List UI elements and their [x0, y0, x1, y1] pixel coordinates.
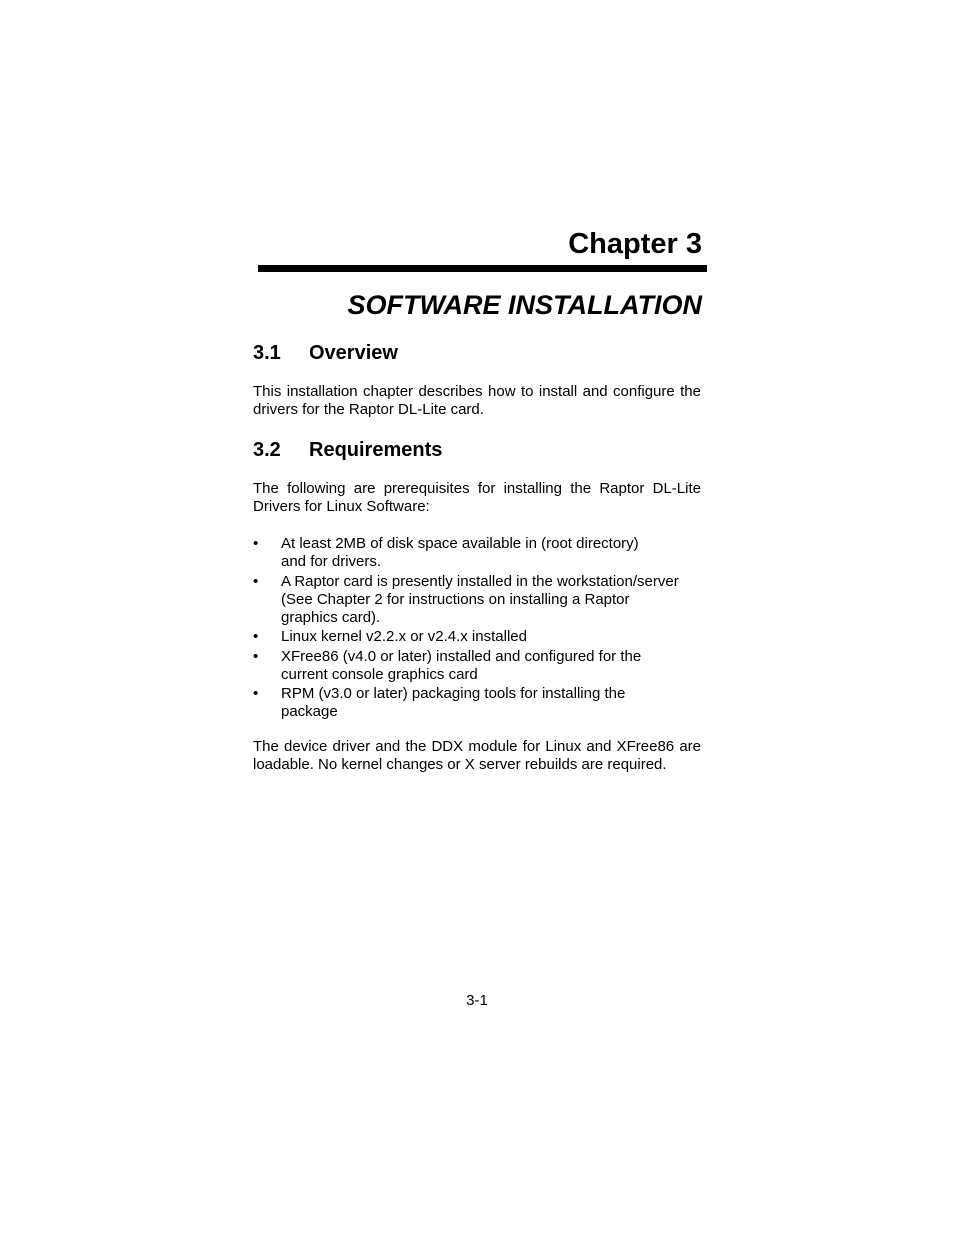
list-item [253, 535, 701, 571]
section-number: 3.1 [253, 342, 281, 364]
list-item-text: A Raptor card is presently installed in the workstation/server (See Chapter 2 for instructions on installing a Raptor graphics card). [281, 572, 679, 626]
chapter-title: SOFTWARE INSTALLATION [347, 290, 702, 320]
list-item-text: XFree86 (v4.0 or later) installed and configured for the current console graphics card [281, 647, 642, 683]
section-heading-overview [253, 340, 398, 366]
bullet-icon: • [253, 535, 259, 552]
list-item-text: At least 2MB of disk space available in (root directory) and for drivers. [281, 535, 639, 570]
requirements-paragraph: The following are prerequisites for installing the Raptor DL-Lite Drivers for Linux Software: [253, 480, 701, 515]
chapter-label: Chapter 3 [568, 228, 702, 260]
section-number: 3.2 [253, 439, 281, 461]
list-item [253, 648, 701, 684]
list-item [253, 628, 701, 646]
bullet-icon: • [253, 647, 259, 665]
bullet-icon: • [253, 628, 259, 645]
list-item-text: RPM (v3.0 or later) packaging tools for installing the package [281, 685, 626, 720]
list-item-text: Linux kernel v2.2.x or v2.4.x installed [281, 628, 527, 645]
overview-paragraph: This installation chapter describes how to install and configure the drivers for the Raptor DL-Lite card. [253, 383, 701, 418]
bullet-icon: • [253, 572, 259, 590]
chapter-rule [258, 265, 707, 272]
bullet-icon: • [253, 685, 259, 702]
section-title: Overview [309, 342, 398, 364]
list-item [253, 685, 701, 721]
requirements-list [253, 535, 701, 723]
page-number: 3-1 [466, 992, 488, 1009]
closing-paragraph: The device driver and the DDX module for Linux and XFree86 are loadable. No kernel changes or X server rebuilds are required. [253, 738, 701, 773]
list-item [253, 573, 701, 627]
section-title: Requirements [309, 439, 443, 461]
section-heading-requirements [253, 437, 442, 463]
